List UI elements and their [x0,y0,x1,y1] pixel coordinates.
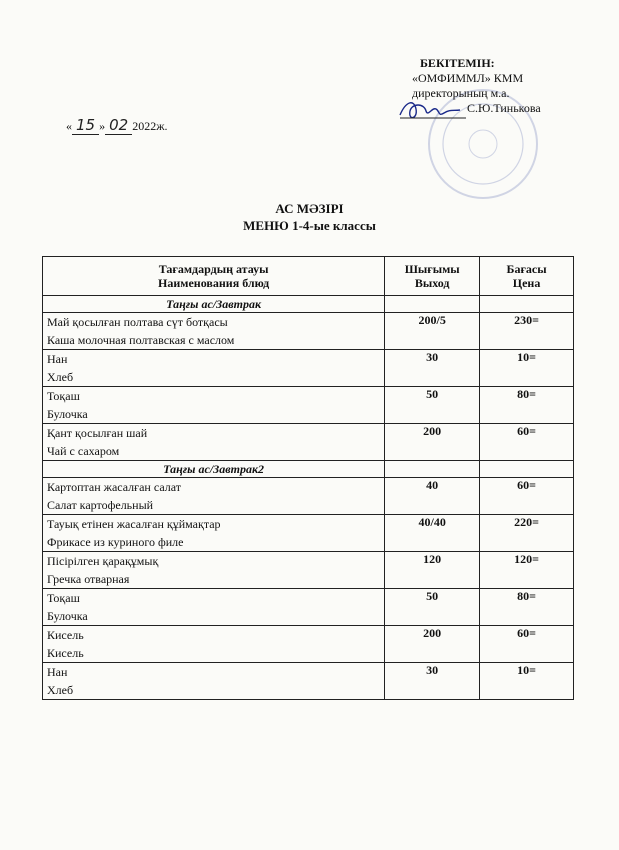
dish-yield: 30 [385,663,480,700]
header-price: Бағасы Цена [480,257,574,296]
title-kz: АС МӘЗІРІ [275,201,344,216]
dish-name-kz: Нан [47,665,68,679]
date-line: « 15 » 02 2022ж. [66,116,168,134]
dish-yield: 50 [385,589,480,626]
signature-icon [398,97,468,125]
dish-name-kz: Нан [47,352,68,366]
dish-yield: 40/40 [385,515,480,552]
dish-price: 230= [480,313,574,350]
dish-name-ru: Салат картофельный [47,498,154,512]
table-row [43,663,574,700]
dish-name-ru: Каша молочная полтавская с маслом [47,333,235,347]
dish-yield: 30 [385,350,480,387]
dish-name-ru: Хлеб [47,683,74,697]
document-title [0,200,619,234]
date-month: 02 [105,116,132,135]
date-day: 15 [72,116,99,135]
dish-name-ru: Фрикасе из куриного филе [47,535,184,549]
dish-name-ru: Кисель [47,646,84,660]
dish-name-kz: Пісірілген қарақұмық [47,554,159,568]
dish-price: 10= [480,663,574,700]
dish-name-kz: Кисель [47,628,84,642]
dish-price: 60= [480,626,574,663]
approval-title: БЕКІТЕМІН: [420,56,495,70]
date-year: 2022ж. [132,119,168,133]
section-title: Таңғы ас/Завтрак [43,296,385,313]
table-row [43,515,574,552]
dish-yield: 50 [385,387,480,424]
dish-name-ru: Булочка [47,407,88,421]
dish-name-ru: Чай с сахаром [47,444,120,458]
table-header-row [43,257,574,296]
dish-price: 220= [480,515,574,552]
approver-name: С.Ю.Тинькова [467,101,541,115]
dish-name-ru: Булочка [47,609,88,623]
dish-name-ru: Хлеб [47,370,74,384]
dish-name-kz: Тоқаш [47,389,80,403]
dish-name-kz: Картоптан жасалған салат [47,480,181,494]
dish-price: 10= [480,350,574,387]
table-row [43,387,574,424]
table-row [43,478,574,515]
menu-table [42,256,574,700]
table-row [43,552,574,589]
dish-yield: 200 [385,424,480,461]
table-row [43,589,574,626]
dish-price: 80= [480,589,574,626]
dish-name-ru: Гречка отварная [47,572,130,586]
dish-name-kz: Қант қосылған шай [47,426,148,440]
dish-yield: 40 [385,478,480,515]
section-row [43,461,574,478]
section-row [43,296,574,313]
dish-name-kz: Тауық етінен жасалған құймақтар [47,517,221,531]
section-title: Таңғы ас/Завтрак2 [43,461,385,478]
dish-yield: 120 [385,552,480,589]
dish-yield: 200 [385,626,480,663]
approval-position: директорының м.а. [412,86,510,100]
header-dish-name: Тағамдардың атауы Наименования блюд [43,257,385,296]
dish-price: 60= [480,478,574,515]
table-row [43,424,574,461]
table-row [43,626,574,663]
dish-price: 120= [480,552,574,589]
dish-price: 60= [480,424,574,461]
table-row [43,313,574,350]
approval-organization: «ОМФИММЛ» КММ [412,71,524,85]
dish-name-kz: Тоқаш [47,591,80,605]
dish-price: 80= [480,387,574,424]
title-ru: МЕНЮ 1-4-ые классы [243,218,376,233]
dish-yield: 200/5 [385,313,480,350]
table-row [43,350,574,387]
header-yield: Шығымы Выход [385,257,480,296]
dish-name-kz: Май қосылған полтава сүт ботқасы [47,315,228,329]
